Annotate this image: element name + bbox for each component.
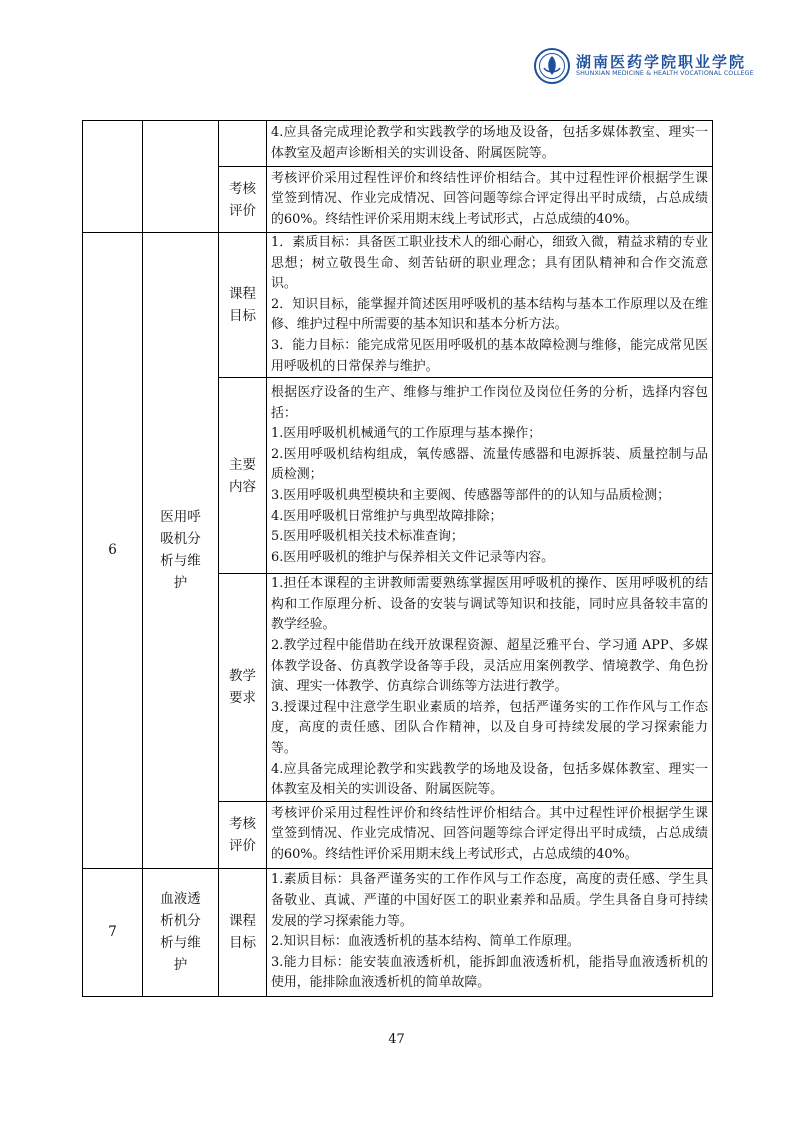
section-label: 考核评价 [219, 801, 267, 868]
content-paragraph: 2.医用呼吸机结构组成，氧传感器、流量传感器和电源拆装、质量控制与品质检测； [271, 446, 708, 483]
content-paragraph: 4.应具备完成理论教学和实践教学的场地及设备，包括多媒体教室、理实一体教室及相关的实训设备、附属医院等。 [271, 761, 708, 798]
content-paragraph: 5.医用呼吸机相关技术标准查询； [271, 529, 464, 545]
course-section-row [83, 868, 713, 996]
course-number: 6 [83, 233, 143, 869]
content-paragraph: 根据医疗设备的生产、维修与维护工作岗位及岗位任务的分析，选择内容包括： [271, 384, 708, 421]
course-section-row [83, 233, 713, 378]
content-paragraph: 3.授课过程中注意学生职业素质的培养，包括严谨务实的工作作风与工作态度，高度的责任感、团队合作精神，以及自身可持续发展的学习探索能力等。 [271, 699, 708, 756]
section-content [267, 167, 713, 233]
content-paragraph: 3.医用呼吸机典型模块和主要阀、传感器等部件的的认知与品质检测； [271, 487, 671, 503]
course-number [83, 121, 143, 233]
section-content [267, 868, 713, 996]
college-name-cn: 湖南医药学院职业学院 [576, 53, 747, 71]
content-paragraph: 1.素质目标：具备严谨务实的工作作风与工作态度，高度的责任感、学生具备敬业、真诚、严谨的中国好医工的职业素养和品质。学生具备自身可持续发展的学习探索能力等。 [271, 872, 708, 929]
section-label [219, 121, 267, 167]
course-section-row [83, 121, 713, 167]
content-paragraph: 6.医用呼吸机的维护与保养相关文件记录等内容。 [271, 549, 555, 565]
course-name: 医用呼吸机分析与维护 [143, 233, 219, 869]
section-label: 课程目标 [219, 868, 267, 996]
content-paragraph: 1．素质目标：具备医工职业技术人的细心耐心，细致入微，精益求精的专业思想；树立敬畏生命、刻苦钻研的职业理念；具有团队精神和合作交流意识。 [271, 235, 708, 292]
course-number: 7 [83, 868, 143, 996]
college-name-en: SHUNXIAN MEDICINE & HEALTH VOCATIONAL COLLEGE [576, 70, 754, 77]
section-label: 教学要求 [219, 574, 267, 802]
section-content [267, 574, 713, 802]
course-name [143, 121, 219, 233]
course-name: 血液透析机分析与维护 [143, 868, 219, 996]
college-emblem-icon [534, 48, 570, 84]
section-content [267, 121, 713, 167]
section-content [267, 378, 713, 574]
content-paragraph: 4.应具备完成理论教学和实践教学的场地及设备，包括多媒体教室、理实一体教室及超声诊断相关的实训设备、附属医院等。 [271, 124, 708, 161]
content-paragraph: 考核评价采用过程性评价和终结性评价相结合。其中过程性评价根据学生课堂签到情况、作业完成情况、回答问题等综合评定得出平时成绩，占总成绩的60%。终结性评价采用期末线上考试形式，占总成绩的40%。 [271, 805, 708, 862]
section-content [267, 801, 713, 868]
section-label: 主要内容 [219, 378, 267, 574]
content-paragraph: 4.医用呼吸机日常维护与典型故障排除； [271, 508, 503, 524]
page-number: 47 [388, 1032, 405, 1047]
section-label: 课程目标 [219, 233, 267, 378]
content-paragraph: 1.担任本课程的主讲教师需要熟练掌握医用呼吸机的操作、医用呼吸机的结构和工作原理分析、设备的安装与调试等知识和技能，同时应具备较丰富的教学经验。 [271, 576, 708, 633]
content-paragraph: 3．能力目标：能完成常见医用呼吸机的基本故障检测与维修，能完成常见医用呼吸机的日常保养与维护。 [271, 337, 708, 374]
course-table [82, 120, 713, 997]
content-paragraph: 2.教学过程中能借助在线开放课程资源、超星泛雅平台、学习通 APP、多媒体教学设备、仿真教学设备等手段，灵活应用案例教学、情境教学、角色扮演、理实一体教学、仿真综合训练等方法进行教学。 [271, 637, 708, 695]
section-content [267, 233, 713, 378]
content-paragraph: 2.知识目标：血液透析机的基本结构、简单工作原理。 [271, 934, 580, 950]
college-logo [534, 48, 754, 84]
content-paragraph: 考核评价采用过程性评价和终结性评价相结合。其中过程性评价根据学生课堂签到情况、作业完成情况、回答问题等综合评定得出平时成绩，占总成绩的60%。终结性评价采用期末线上考试形式，占总成绩的40%。 [271, 170, 708, 227]
content-paragraph: 3.能力目标：能安装血液透析机，能拆卸血液透析机，能指导血液透析机的使用，能排除血液透析机的简单故障。 [271, 954, 708, 991]
content-paragraph: 1.医用呼吸机机械通气的工作原理与基本操作； [271, 426, 542, 442]
content-paragraph: 2．知识目标，能掌握并简述医用呼吸机的基本结构与基本工作原理以及在维修、维护过程中所需要的基本知识和基本分析方法。 [271, 296, 708, 333]
section-label: 考核评价 [219, 167, 267, 233]
